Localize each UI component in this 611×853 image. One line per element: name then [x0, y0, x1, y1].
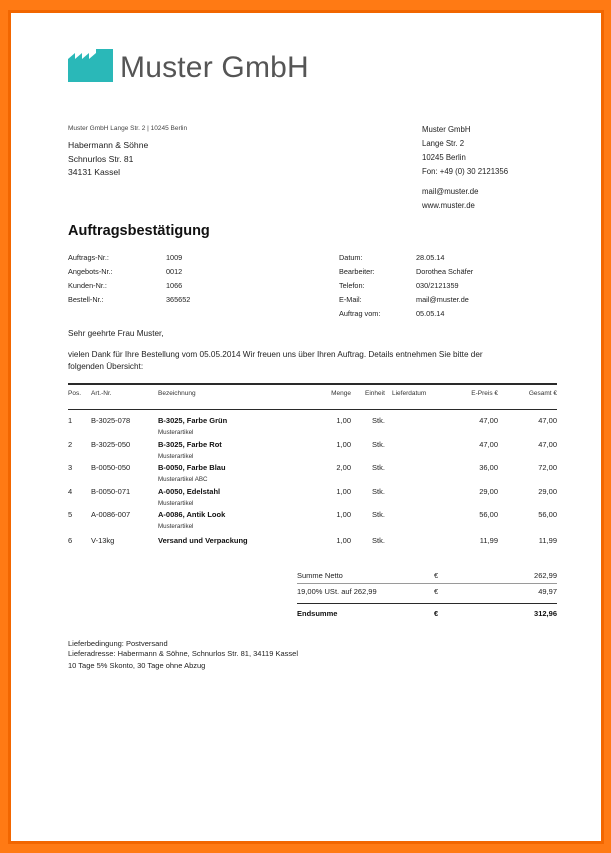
row-desc: B-3025, Farbe Grün	[158, 416, 228, 425]
sender-address-block	[422, 123, 508, 213]
row-unit: Stk.	[372, 440, 385, 449]
row-pos: 2	[68, 440, 73, 449]
row-pos: 4	[68, 487, 73, 496]
row-qty: 1,00	[336, 487, 351, 496]
column-header-qty: Menge	[331, 390, 351, 397]
column-header-art: Art.-Nr.	[91, 390, 112, 397]
meta-label: Auftrags-Nr.:	[68, 253, 109, 262]
row-art: B-3025-050	[91, 440, 131, 449]
row-desc: B-0050, Farbe Blau	[158, 463, 226, 472]
sender-web: www.muster.de	[422, 201, 475, 210]
meta-label: Auftrag vom:	[339, 309, 381, 318]
table-top-rule	[68, 383, 557, 385]
row-price: 47,00	[479, 416, 498, 425]
sender-email: mail@muster.de	[422, 187, 479, 196]
row-unit: Stk.	[372, 536, 385, 545]
row-desc: B-3025, Farbe Rot	[158, 440, 222, 449]
row-qty: 1,00	[336, 510, 351, 519]
grand-total-label: Endsumme	[297, 609, 338, 618]
row-pos: 3	[68, 463, 73, 472]
row-total: 72,00	[538, 463, 557, 472]
row-art: B-0050-071	[91, 487, 131, 496]
recipient-address	[68, 139, 148, 180]
company-name: Muster GmbH	[120, 51, 309, 84]
row-price: 11,99	[479, 536, 498, 545]
meta-value: 1066	[166, 281, 183, 290]
intro-text: vielen Dank für Ihre Bestellung vom 05.05.2014 Wir freuen uns über Ihren Auftrag. Details entnehmen Sie bitte der	[68, 350, 483, 359]
net-sum-currency: €	[434, 571, 439, 580]
net-sum-value: 262,99	[534, 571, 557, 580]
meta-value: 05.05.14	[416, 309, 445, 318]
vat-value: 49,97	[538, 587, 557, 596]
row-sub: Musterartikel ABC	[158, 476, 208, 483]
row-art: B-0050-050	[91, 463, 131, 472]
row-price: 36,00	[479, 463, 498, 472]
vat-label: 19,00% USt. auf 262,99	[297, 587, 377, 596]
factory-logo-icon	[68, 49, 114, 83]
row-unit: Stk.	[372, 510, 385, 519]
row-unit: Stk.	[372, 487, 385, 496]
meta-label: E-Mail:	[339, 295, 362, 304]
column-header-unit: Einheit	[365, 390, 385, 397]
recipient-line: Schnurlos Str. 81	[68, 153, 134, 164]
vat-currency: €	[434, 587, 439, 596]
grand-total-value: 312,96	[534, 609, 557, 618]
row-sub: Musterartikel	[158, 523, 194, 530]
row-pos: 1	[68, 416, 73, 425]
row-unit: Stk.	[372, 416, 385, 425]
meta-label: Angebots-Nr.:	[68, 267, 113, 276]
grand-total-currency: €	[434, 609, 439, 618]
row-art: A-0086-007	[91, 510, 131, 519]
delivery-terms: Lieferbedingung: Postversand	[68, 639, 168, 648]
column-header-desc: Bezeichnung	[158, 390, 196, 397]
row-pos: 5	[68, 510, 73, 519]
row-total: 56,00	[538, 510, 557, 519]
row-sub: Musterartikel	[158, 500, 194, 507]
row-price: 47,00	[479, 440, 498, 449]
row-sub: Musterartikel	[158, 453, 194, 460]
meta-value: Dorothea Schäfer	[416, 267, 474, 276]
row-art: B-3025-078	[91, 416, 131, 425]
sender-return-line: Muster GmbH Lange Str. 2 | 10245 Berlin	[68, 125, 188, 132]
column-header-pos: Pos.	[68, 390, 82, 397]
totals-sum-rule	[297, 603, 557, 604]
meta-value: 28.05.14	[416, 253, 445, 262]
meta-value: mail@muster.de	[416, 295, 469, 304]
row-pos: 6	[68, 536, 73, 545]
payment-terms: 10 Tage 5% Skonto, 30 Tage ohne Abzug	[68, 661, 206, 670]
row-total: 29,00	[538, 487, 557, 496]
meta-value: 1009	[166, 253, 183, 262]
row-qty: 2,00	[336, 463, 351, 472]
row-price: 56,00	[479, 510, 498, 519]
recipient-line: 34131 Kassel	[68, 167, 121, 177]
document-page	[11, 13, 601, 841]
meta-label: Datum:	[339, 253, 363, 262]
row-desc: A-0050, Edelstahl	[158, 487, 221, 496]
meta-label: Bearbeiter:	[339, 267, 375, 276]
recipient-line: Habermann & Söhne	[68, 140, 149, 150]
sender-line: Muster GmbH	[422, 125, 471, 134]
totals-divider	[297, 583, 557, 584]
table-header-rule	[68, 409, 557, 410]
row-desc: Versand und Verpackung	[158, 536, 248, 545]
meta-label: Bestell-Nr.:	[68, 295, 104, 304]
row-qty: 1,00	[336, 440, 351, 449]
column-header-date: Lieferdatum	[392, 390, 427, 397]
row-total: 47,00	[538, 416, 557, 425]
sender-line: Fon: +49 (0) 30 2121356	[422, 167, 509, 176]
row-total: 11,99	[538, 536, 557, 545]
meta-label: Telefon:	[339, 281, 365, 290]
row-sub: Musterartikel	[158, 429, 194, 436]
net-sum-label: Summe Netto	[297, 571, 343, 580]
meta-value: 030/2121359	[416, 281, 459, 290]
sender-line: 10245 Berlin	[422, 153, 466, 162]
column-header-price: E-Preis €	[471, 390, 498, 397]
delivery-address: Lieferadresse: Habermann & Söhne, Schnurlos Str. 81, 34119 Kassel	[68, 649, 298, 658]
row-total: 47,00	[538, 440, 557, 449]
greeting: Sehr geehrte Frau Muster,	[68, 329, 164, 338]
row-desc: A-0086, Antik Look	[158, 510, 226, 519]
meta-label: Kunden-Nr.:	[68, 281, 107, 290]
meta-value: 365652	[166, 295, 191, 304]
row-price: 29,00	[479, 487, 498, 496]
row-art: V-13kg	[91, 536, 115, 545]
row-unit: Stk.	[372, 463, 385, 472]
meta-value: 0012	[166, 267, 183, 276]
sender-line: Lange Str. 2	[422, 139, 465, 148]
intro-text: folgenden Übersicht:	[68, 362, 144, 371]
column-header-total: Gesamt €	[528, 390, 557, 397]
row-qty: 1,00	[336, 536, 351, 545]
document-title: Auftragsbestätigung	[68, 223, 210, 239]
row-qty: 1,00	[336, 416, 351, 425]
